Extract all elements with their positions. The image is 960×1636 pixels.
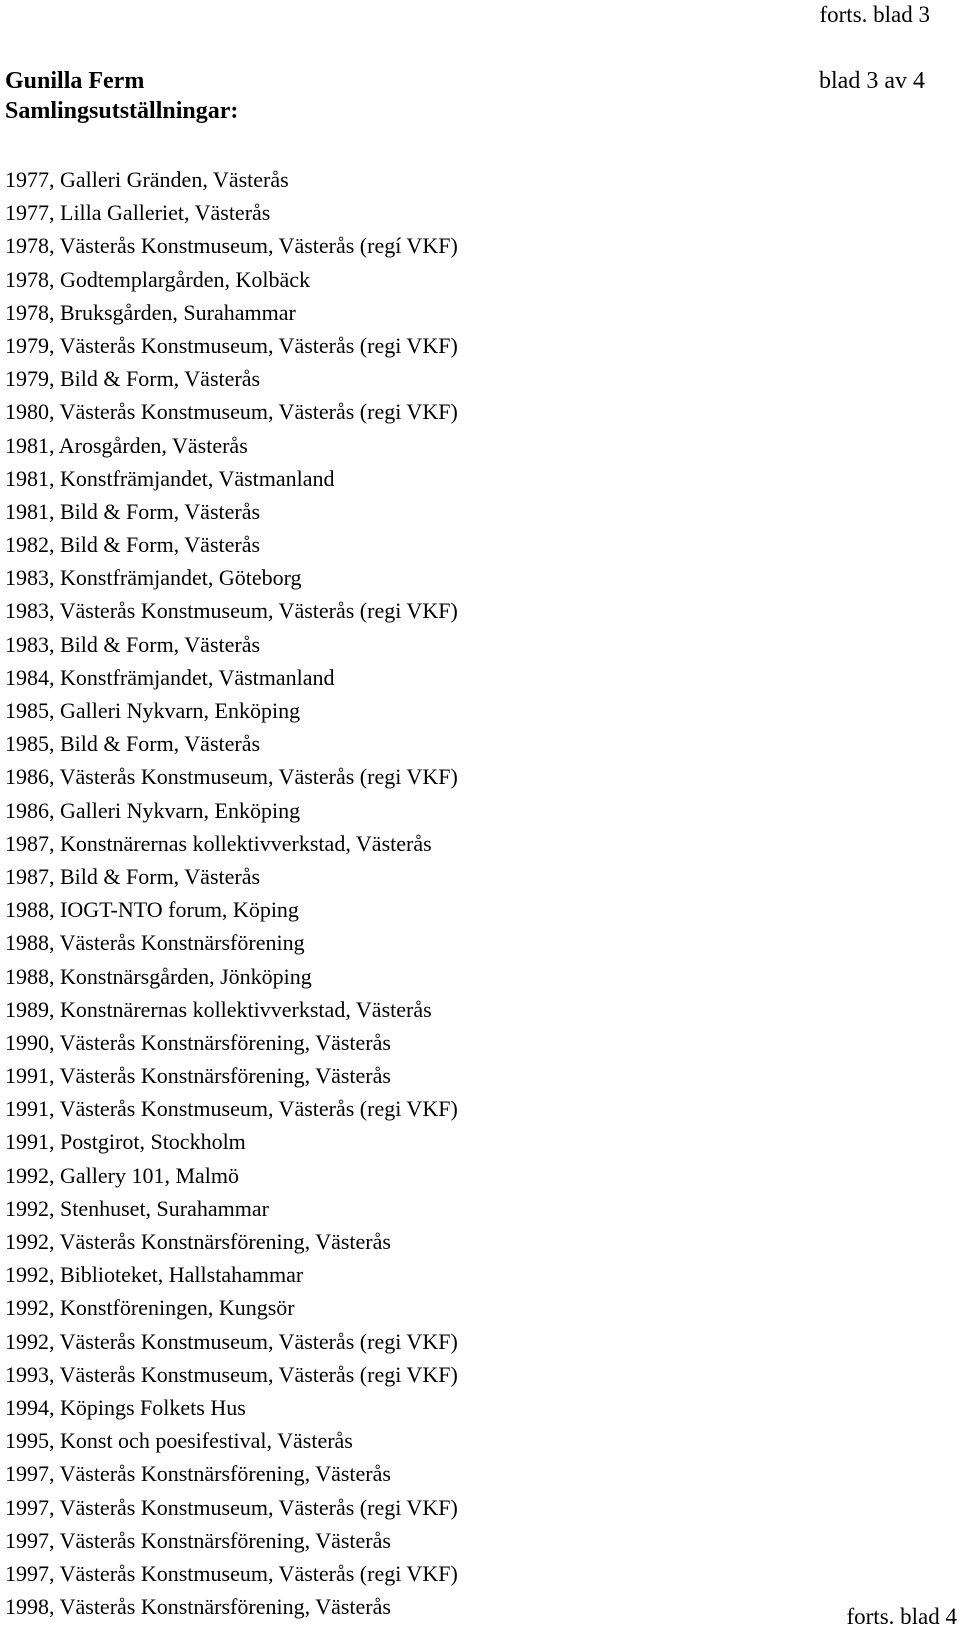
list-item: 1987, Konstnärernas kollektivverkstad, Västerås bbox=[5, 830, 432, 856]
list-item: 1988, IOGT-NTO forum, Köping bbox=[5, 897, 299, 923]
list-item: 1995, Konst och poesifestival, Västerås bbox=[5, 1428, 353, 1454]
list-item: 1981, Arosgården, Västerås bbox=[5, 432, 248, 458]
exhibition-list bbox=[5, 163, 458, 1623]
list-item: 1993, Västerås Konstmuseum, Västerås (regi VKF) bbox=[5, 1361, 458, 1387]
list-item: 1997, Västerås Konstmuseum, Västerås (regi VKF) bbox=[5, 1494, 458, 1520]
list-item: 1988, Konstnärsgården, Jönköping bbox=[5, 963, 312, 989]
list-item: 1981, Konstfrämjandet, Västmanland bbox=[5, 465, 335, 491]
header-continuation: forts. blad 3 bbox=[819, 2, 930, 27]
list-item: 1978, Västerås Konstmuseum, Västerås (regí VKF) bbox=[5, 233, 458, 259]
list-item: 1992, Biblioteket, Hallstahammar bbox=[5, 1262, 304, 1288]
list-item: 1983, Bild & Form, Västerås bbox=[5, 631, 261, 657]
section-title: Samlingsutställningar: bbox=[5, 98, 239, 124]
list-item: 1992, Västerås Konstmuseum, Västerås (regi VKF) bbox=[5, 1328, 458, 1354]
list-item: 1985, Bild & Form, Västerås bbox=[5, 731, 261, 757]
list-item: 1992, Stenhuset, Surahammar bbox=[5, 1195, 269, 1221]
list-item: 1977, Galleri Gränden, Västerås bbox=[5, 167, 289, 192]
list-item: 1991, Västerås Konstmuseum, Västerås (regi VKF) bbox=[5, 1096, 458, 1122]
list-item: 1986, Västerås Konstmuseum, Västerås (regi VKF) bbox=[5, 764, 458, 790]
list-item: 1979, Västerås Konstmuseum, Västerås (regi VKF) bbox=[5, 332, 458, 358]
list-item: 1994, Köpings Folkets Hus bbox=[5, 1394, 246, 1420]
list-item: 1992, Gallery 101, Malmö bbox=[5, 1162, 240, 1188]
list-item: 1983, Västerås Konstmuseum, Västerås (regi VKF) bbox=[5, 598, 458, 624]
list-item: 1992, Konstföreningen, Kungsör bbox=[5, 1295, 295, 1321]
list-item: 1986, Galleri Nykvarn, Enköping bbox=[5, 797, 301, 823]
list-item: 1985, Galleri Nykvarn, Enköping bbox=[5, 698, 301, 723]
list-item: 1992, Västerås Konstnärsförening, Västerås bbox=[5, 1229, 391, 1254]
list-item: 1991, Västerås Konstnärsförening, Västerås bbox=[5, 1063, 391, 1089]
list-item: 1997, Västerås Konstnärsförening, Västerås bbox=[5, 1461, 391, 1487]
page-count: blad 3 av 4 bbox=[819, 68, 925, 94]
list-item: 1991, Postgirot, Stockholm bbox=[5, 1129, 246, 1155]
list-item: 1990, Västerås Konstnärsförening, Västerås bbox=[5, 1029, 391, 1055]
list-item: 1977, Lilla Galleriet, Västerås bbox=[5, 200, 271, 226]
list-item: 1980, Västerås Konstmuseum, Västerås (regi VKF) bbox=[5, 399, 458, 425]
list-item: 1982, Bild & Form, Västerås bbox=[5, 532, 261, 558]
list-item: 1978, Godtemplargården, Kolbäck bbox=[5, 266, 311, 292]
list-item: 1978, Bruksgården, Surahammar bbox=[5, 299, 296, 325]
list-item: 1998, Västerås Konstnärsförening, Västerås bbox=[5, 1594, 391, 1620]
list-item: 1988, Västerås Konstnärsförening bbox=[5, 930, 305, 956]
author-line bbox=[5, 66, 925, 96]
footer-continuation: forts. blad 4 bbox=[846, 1604, 957, 1629]
list-item: 1987, Bild & Form, Västerås bbox=[5, 863, 261, 889]
list-item: 1997, Västerås Konstmuseum, Västerås (regi VKF) bbox=[5, 1560, 458, 1586]
list-item: 1997, Västerås Konstnärsförening, Västerås bbox=[5, 1527, 391, 1553]
list-item: 1979, Bild & Form, Västerås bbox=[5, 366, 261, 392]
list-item: 1984, Konstfrämjandet, Västmanland bbox=[5, 664, 335, 690]
list-item: 1989, Konstnärernas kollektivverkstad, Västerås bbox=[5, 996, 432, 1022]
list-item: 1981, Bild & Form, Västerås bbox=[5, 498, 261, 524]
author-name: Gunilla Ferm bbox=[5, 68, 145, 94]
list-item: 1983, Konstfrämjandet, Göteborg bbox=[5, 565, 302, 591]
